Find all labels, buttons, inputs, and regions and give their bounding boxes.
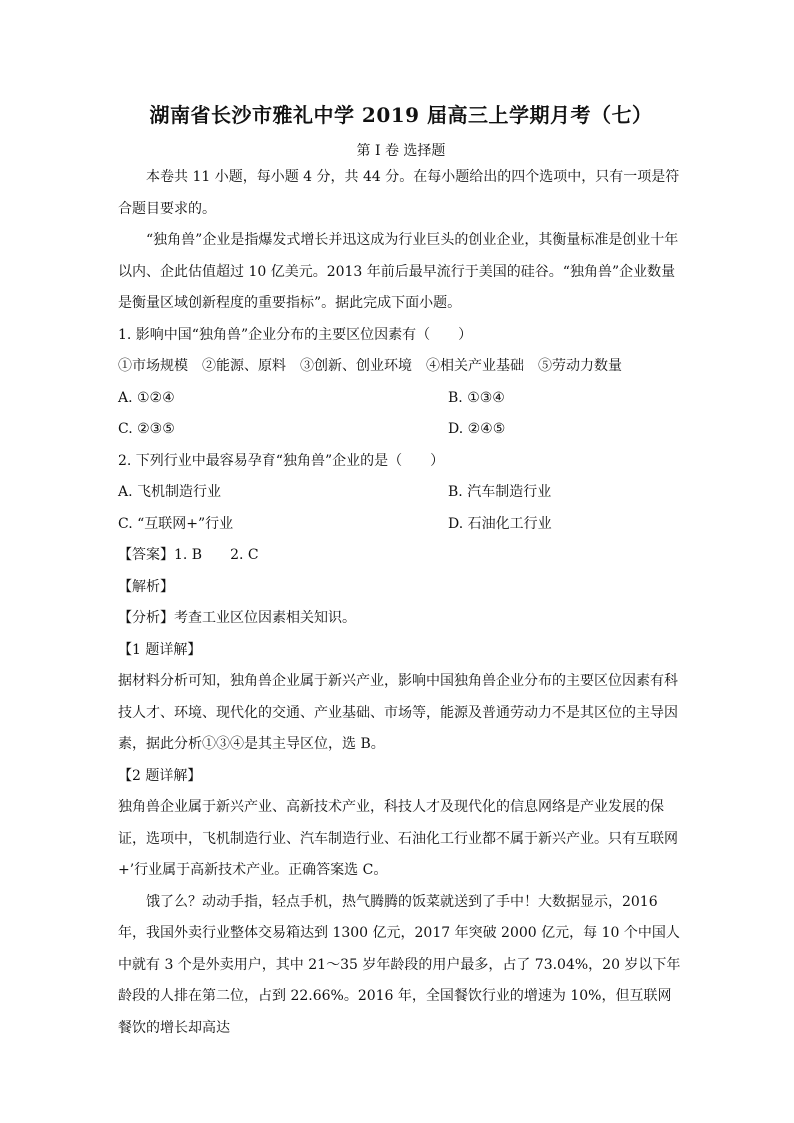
material-paragraph-2: 饿了么？动动手指，轻点手机，热气腾腾的饭菜就送到了手中！大数据显示，2016 年，我国外卖行业整体交易箱达到 1300 亿元，2017 年突破 2000 亿元，每 10 个中国人中就有 3 个是外卖用户，其中 21～35 岁年龄段的用户最多，占了 73.04%，20 岁以下年龄段的人排在第二位，占到 22.66%。2016 年，全国餐饮行业的增速为 10%，但互联网餐饮的增长却高达: [118, 893, 681, 1036]
detail-1-text: 据材料分析可知，独角兽企业属于新兴产业，影响中国独角兽企业分布的主要区位因素有科技人才、环境、现代化的交通、产业基础、市场等，能源及普通劳动力不是其区位的主导因素，据此分析①③④是其主导区位，选 B。: [118, 673, 678, 752]
detail-2-label: 【2 题详解】: [118, 767, 202, 784]
detail-2-text: 独角兽企业属于新兴产业、高新技术产业，科技人才及现代化的信息网络是产业发展的保证，选项中，飞机制造行业、汽车制造行业、石油化工行业都不属于新兴产业。只有互联网+’行业属于高新技术产业。正确答案选 C。: [118, 799, 678, 878]
q1-option-c: C. ②③⑤: [118, 421, 175, 437]
q2-option-a: A. 飞机制造行业: [118, 484, 222, 500]
answer-line: 【答案】1. B 2. C: [118, 547, 259, 563]
question-2-options-row-1: [118, 477, 684, 509]
section-heading: 第 I 卷 选择题: [356, 143, 446, 159]
analysis-summary: 【分析】考查工业区位因素相关知识。: [118, 610, 356, 626]
detail-1-label: 【1 题详解】: [118, 641, 202, 658]
intro-paragraph: 本卷共 11 小题，每小题 4 分，共 44 分。在每小题给出的四个选项中，只有一项是符合题目要求的。: [118, 169, 680, 217]
document-page: [118, 98, 684, 1044]
question-2-stem: 2. 下列行业中最容易孕育“独角兽”企业的是（ ）: [118, 452, 445, 469]
question-1-options-row-2: [118, 414, 684, 446]
q1-option-d: D. ②④⑤: [448, 421, 506, 437]
q1-option-a: A. ①②④: [118, 389, 175, 406]
question-1-stem: 1. 影响中国“独角兽”企业分布的主要区位因素有（ ）: [118, 326, 473, 343]
q1-option-b: B. ①③④: [448, 389, 505, 406]
q2-option-b: B. 汽车制造行业: [448, 484, 552, 500]
question-2-options-row-2: [118, 509, 684, 541]
document-title: 湖南省长沙市雅礼中学 2019 届高三上学期月考（七）: [149, 103, 653, 127]
q2-option-d: D. 石油化工行业: [448, 515, 552, 532]
question-1-factors: ①市场规模 ②能源、原料 ③创新、创业环境 ④相关产业基础 ⑤劳动力数量: [118, 358, 622, 374]
q2-option-c: C. “互联网+”行业: [118, 515, 234, 532]
material-paragraph-1: “独角兽”企业是指爆发式增长并迅这成为行业巨头的创业企业，其衡量标准是创业十年以内、企此估值超过 10 亿美元。2013 年前后最早流行于美国的硅谷。“独角兽”企业数量是衡量区域创新程度的重要指标”。据此完成下面小题。: [118, 232, 679, 311]
question-1-options-row-1: [118, 383, 684, 415]
analysis-label: 【解析】: [118, 578, 174, 595]
